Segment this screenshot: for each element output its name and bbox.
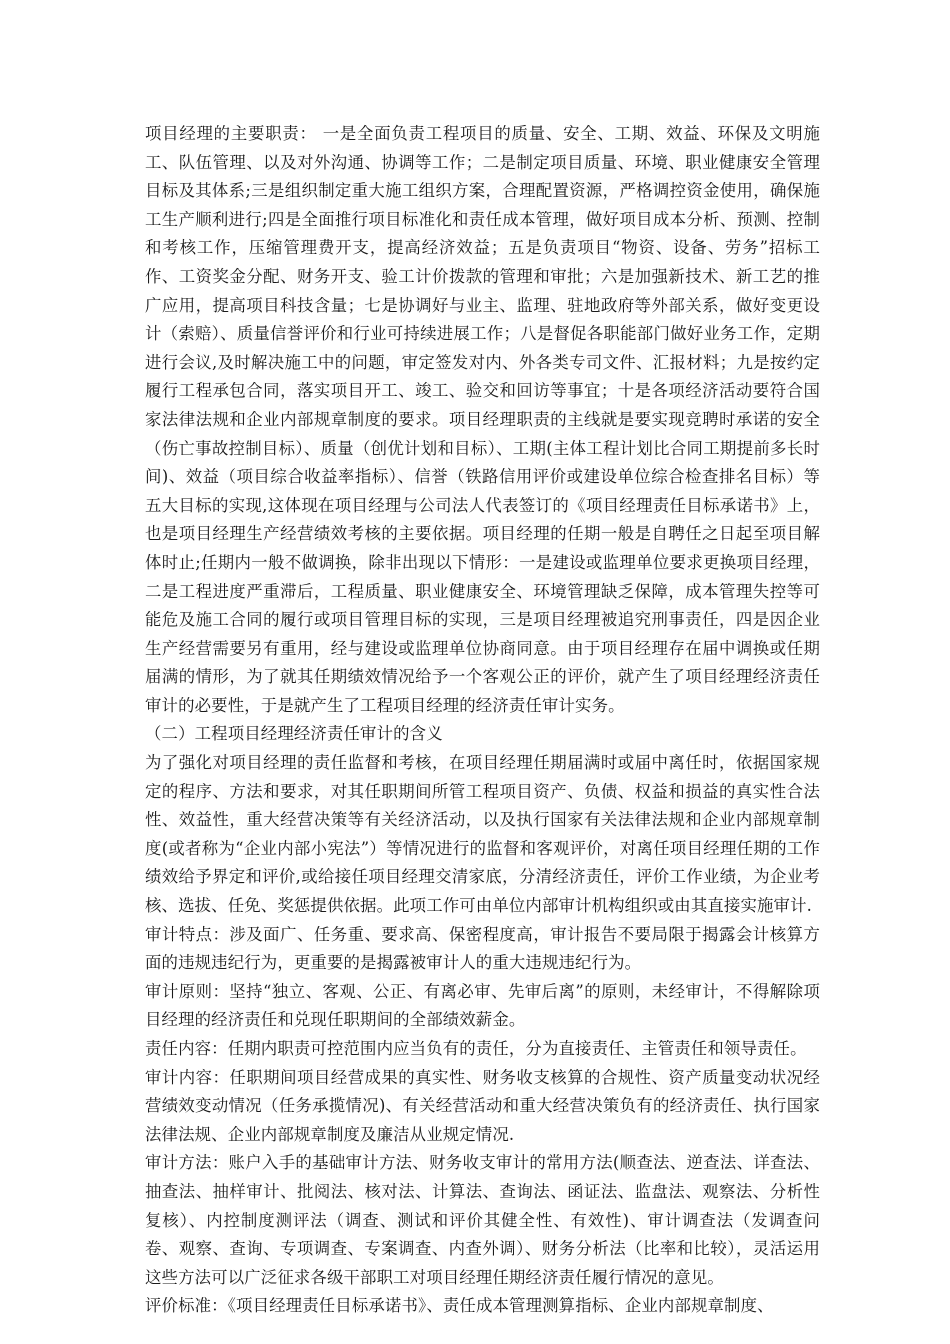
paragraph-audit-content: 审计内容：任职期间项目经营成果的真实性、财务收支核算的合规性、资产质量变动状况经营绩效变动情况（任务承揽情况)、有关经营活动和重大经营决策负有的经济责任、执行国家法律法规、企业内部规章制度及廉洁从业规定情况. <box>145 1067 820 1144</box>
paragraph-audit-methods: 审计方法：账户入手的基础审计方法、财务收支审计的常用方法(顺查法、逆查法、详查法、抽查法、抽样审计、批阅法、核对法、计算法、查询法、函证法、监盘法、观察法、分析性复核）、内控制度测评法（调查、测试和评价其健全性、有效性)、审计调查法（发调查问卷、观察、查询、专项调查、专案调查、内查外调）、财务分析法（比率和比较），灵活运用这些方法可以广泛征求各级干部职工对项目经理任期经济责任履行情况的意见。 <box>145 1153 820 1287</box>
paragraph-evaluation-standards: 评价标准：《项目经理责任目标承诺书》、责任成本管理测算指标、企业内部规章制度、 <box>145 1296 774 1316</box>
paragraph-audit-features: 审计特点：涉及面广、任务重、要求高、保密程度高，审计报告不要局限于揭露会计核算方面的违规违纪行为，更重要的是揭露被审计人的重大违规违纪行为。 <box>145 924 820 973</box>
paragraph-audit-principles: 审计原则：坚持“独立、客观、公正、有离必审、先审后离”的原则，未经审计，不得解除项目经理的经济责任和兑现任职期间的全部绩效薪金。 <box>145 981 820 1030</box>
document-body <box>145 120 820 1321</box>
paragraph-responsibility-content: 责任内容：任期内职责可控范围内应当负有的责任，分为直接责任、主管责任和领导责任。 <box>145 1039 807 1058</box>
section-heading-audit-meaning: （二）工程项目经理经济责任审计的含义 <box>145 724 443 744</box>
paragraph-audit-definition: 为了强化对项目经理的责任监督和考核，在项目经理任期届满时或届中离任时，依据国家规定的程序、方法和要求，对其任职期间所管工程项目资产、负债、权益和损益的真实性合法性、效益性，重大经营决策等有关经济活动，以及执行国家有关法律法规和企业内部规章制度(或者称为“企业内部小宪法”）等情况进行的监督和客观评价，对离任项目经理任期的工作绩效给予界定和评价,或给接任项目经理交清家底，分清经济责任，评价工作业绩，为企业考核、选拔、任免、奖惩提供依据。此项工作可由单位内部审计机构组织或由其直接实施审计. <box>145 753 820 916</box>
paragraph-project-manager-duties: 项目经理的主要职责： 一是全面负责工程项目的质量、安全、工期、效益、环保及文明施工、队伍管理、以及对外沟通、协调等工作；二是制定项目质量、环境、职业健康安全管理目标及其体系;三是组织制定重大施工组织方案，合理配置资源，严格调控资金使用，确保施工生产顺利进行;四是全面推行项目标准化和责任成本管理，做好项目成本分析、预测、控制和考核工作，压缩管理费开支，提高经济效益；五是负责项目“物资、设备、劳务”招标工作、工资奖金分配、财务开支、验工计价拨款的管理和审批；六是加强新技术、新工艺的推广应用，提高项目科技含量；七是协调好与业主、监理、驻地政府等外部关系，做好变更设计（索赔）、质量信誉评价和行业可持续进展工作；八是督促各职能部门做好业务工作，定期进行会议,及时解决施工中的问题，审定签发对内、外各类专司文件、汇报材料；九是按约定履行工程承包合同，落实项目开工、竣工、验交和回访等事宜；十是各项经济活动要符合国家法律法规和企业内部规章制度的要求。项目经理职责的主线就是要实现竞聘时承诺的安全（伤亡事故控制目标）、质量（创优计划和目标）、工期(主体工程计划比合同工期提前多长时间)、效益（项目综合收益率指标）、信誉（铁路信用评价或建设单位综合检查排名目标）等五大目标的实现,这体现在项目经理与公司法人代表签订的《项目经理责任目标承诺书》上，也是项目经理生产经营绩效考核的主要依据。项目经理的任期一般是自聘任之日起至项目解体时止;任期内一般不做调换，除非出现以下情形：一是建设或监理单位要求更换项目经理，二是工程进度严重滞后，工程质量、职业健康安全、环境管理缺乏保障，成本管理失控等可能危及施工合同的履行或项目管理目标的实现，三是项目经理被追究刑事责任，四是因企业生产经营需要另有重用，经与建设或监理单位协商同意。由于项目经理存在届中调换或任期届满的情形，为了就其任期绩效情况给予一个客观公正的评价，就产生了项目经理经济责任审计的必要性，于是就产生了工程项目经理的经济责任审计实务。 <box>145 124 820 715</box>
